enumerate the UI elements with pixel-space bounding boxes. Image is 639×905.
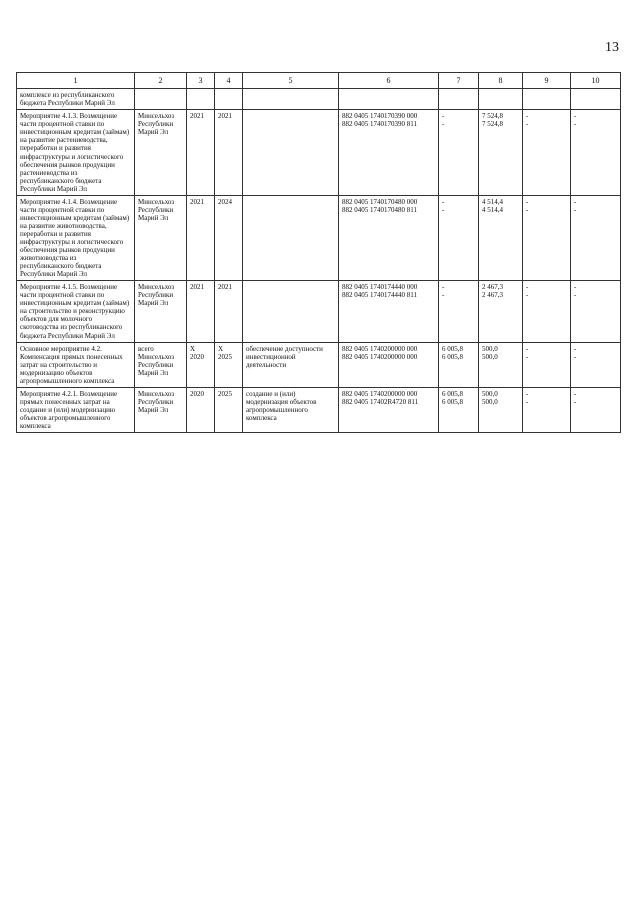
table-cell-col-9: - -	[523, 110, 571, 195]
table-cell-col-6	[339, 89, 439, 110]
table-cell-col-10: - -	[571, 387, 621, 432]
column-header-2: 2	[135, 73, 187, 89]
page-number: 13	[605, 40, 619, 55]
table-cell-col-4	[215, 89, 243, 110]
table-row	[17, 387, 621, 432]
column-header-1: 1	[17, 73, 135, 89]
table-cell-col-6: 882 0405 1740170390 000 882 0405 1740170390 811	[339, 110, 439, 195]
table-cell-col-1: Мероприятие 4.2.1. Возмещение прямых понесенных затрат на создание и (или) модернизацию объектов агропромышленного комплекса	[17, 387, 135, 432]
table-cell-col-7: 6 005,8 6 005,8	[439, 342, 479, 387]
table-cell-col-9: - -	[523, 281, 571, 342]
table-row	[17, 195, 621, 280]
table-cell-col-9: - -	[523, 342, 571, 387]
table-cell-col-1: Мероприятие 4.1.3. Возмещение части процентной ставки по инвестиционным кредитам (займам) на развитие растениеводства, переработки и развития инфраструктуры и логистического обеспечения рынков продукции растениеводства из республиканского бюджета Республики Марий Эл	[17, 110, 135, 195]
table-cell-col-6: 882 0405 1740200000 000 882 0405 17402R4720 811	[339, 387, 439, 432]
table-cell-col-10: - -	[571, 110, 621, 195]
table-cell-col-1: Мероприятие 4.1.4. Возмещение части процентной ставки по инвестиционным кредитам (займам) на развитие животноводства, переработки и развития инфраструктуры и логистического обеспечения рынков продукции животноводства из республиканского бюджета Республики Марий Эл	[17, 195, 135, 280]
table-cell-col-3: 2021	[187, 281, 215, 342]
column-header-4: 4	[215, 73, 243, 89]
table-cell-col-4: 2021	[215, 110, 243, 195]
table-cell-col-1: комплексе из республиканского бюджета Республики Марий Эл	[17, 89, 135, 110]
header-row	[17, 73, 621, 89]
table-cell-col-5: обеспечение доступности инвестиционной деятельности	[243, 342, 339, 387]
column-header-6: 6	[339, 73, 439, 89]
table-cell-col-4: 2021	[215, 281, 243, 342]
table-cell-col-2: Минсельхоз Республики Марий Эл	[135, 195, 187, 280]
table-cell-col-7: - -	[439, 281, 479, 342]
table-cell-col-2: Минсельхоз Республики Марий Эл	[135, 281, 187, 342]
table-cell-col-8: 500,0 500,0	[479, 387, 523, 432]
table-row	[17, 89, 621, 110]
table-body	[17, 89, 621, 433]
table-cell-col-10: - -	[571, 195, 621, 280]
table-cell-col-8: 4 514,4 4 514,4	[479, 195, 523, 280]
table-row	[17, 342, 621, 387]
table-cell-col-2	[135, 89, 187, 110]
table-cell-col-9	[523, 89, 571, 110]
column-header-10: 10	[571, 73, 621, 89]
table-cell-col-3: 2021	[187, 195, 215, 280]
column-header-8: 8	[479, 73, 523, 89]
table-cell-col-1: Мероприятие 4.1.5. Возмещение части процентной ставки по инвестиционным кредитам (займам) на строительство и реконструкцию объектов для молочного скотоводства из республиканского бюджета Республики Марий Эл	[17, 281, 135, 342]
table-cell-col-8: 2 467,3 2 467,3	[479, 281, 523, 342]
table-cell-col-4: 2024	[215, 195, 243, 280]
table-row	[17, 281, 621, 342]
table-cell-col-10: - -	[571, 342, 621, 387]
table-cell-col-5	[243, 110, 339, 195]
table-cell-col-3: 2020	[187, 387, 215, 432]
table-cell-col-3: X 2020	[187, 342, 215, 387]
table-cell-col-5	[243, 195, 339, 280]
budget-table	[16, 72, 621, 433]
table-cell-col-2: Минсельхоз Республики Марий Эл	[135, 387, 187, 432]
table-cell-col-6: 882 0405 1740174440 000 882 0405 1740174440 811	[339, 281, 439, 342]
table-cell-col-7: - -	[439, 110, 479, 195]
table-cell-col-5	[243, 281, 339, 342]
table-cell-col-1: Основное мероприятие 4.2. Компенсация прямых понесенных затрат на строительство и модернизацию объектов агропромышленного комплекса	[17, 342, 135, 387]
table-cell-col-7: - -	[439, 195, 479, 280]
table-cell-col-3	[187, 89, 215, 110]
column-header-3: 3	[187, 73, 215, 89]
column-header-5: 5	[243, 73, 339, 89]
table-row	[17, 110, 621, 195]
table-cell-col-10	[571, 89, 621, 110]
table-cell-col-7: 6 005,8 6 005,8	[439, 387, 479, 432]
table-cell-col-4: 2025	[215, 387, 243, 432]
table-cell-col-8: 500,0 500,0	[479, 342, 523, 387]
table-cell-col-6: 882 0405 1740200000 000 882 0405 1740200000 000	[339, 342, 439, 387]
column-header-7: 7	[439, 73, 479, 89]
table-cell-col-4: X 2025	[215, 342, 243, 387]
table-cell-col-10: - -	[571, 281, 621, 342]
table-cell-col-2: Минсельхоз Республики Марий Эл	[135, 110, 187, 195]
table-cell-col-2: всего Минсельхоз Республики Марий Эл	[135, 342, 187, 387]
table-cell-col-9: - -	[523, 387, 571, 432]
table-cell-col-6: 882 0405 1740170480 000 882 0405 1740170480 811	[339, 195, 439, 280]
table-cell-col-8	[479, 89, 523, 110]
table-cell-col-9: - -	[523, 195, 571, 280]
table-cell-col-8: 7 524,8 7 524,8	[479, 110, 523, 195]
table-cell-col-3: 2021	[187, 110, 215, 195]
table-cell-col-5	[243, 89, 339, 110]
table-cell-col-5: создание и (или) модернизация объектов агропромышленного комплекса	[243, 387, 339, 432]
table-cell-col-7	[439, 89, 479, 110]
column-header-9: 9	[523, 73, 571, 89]
